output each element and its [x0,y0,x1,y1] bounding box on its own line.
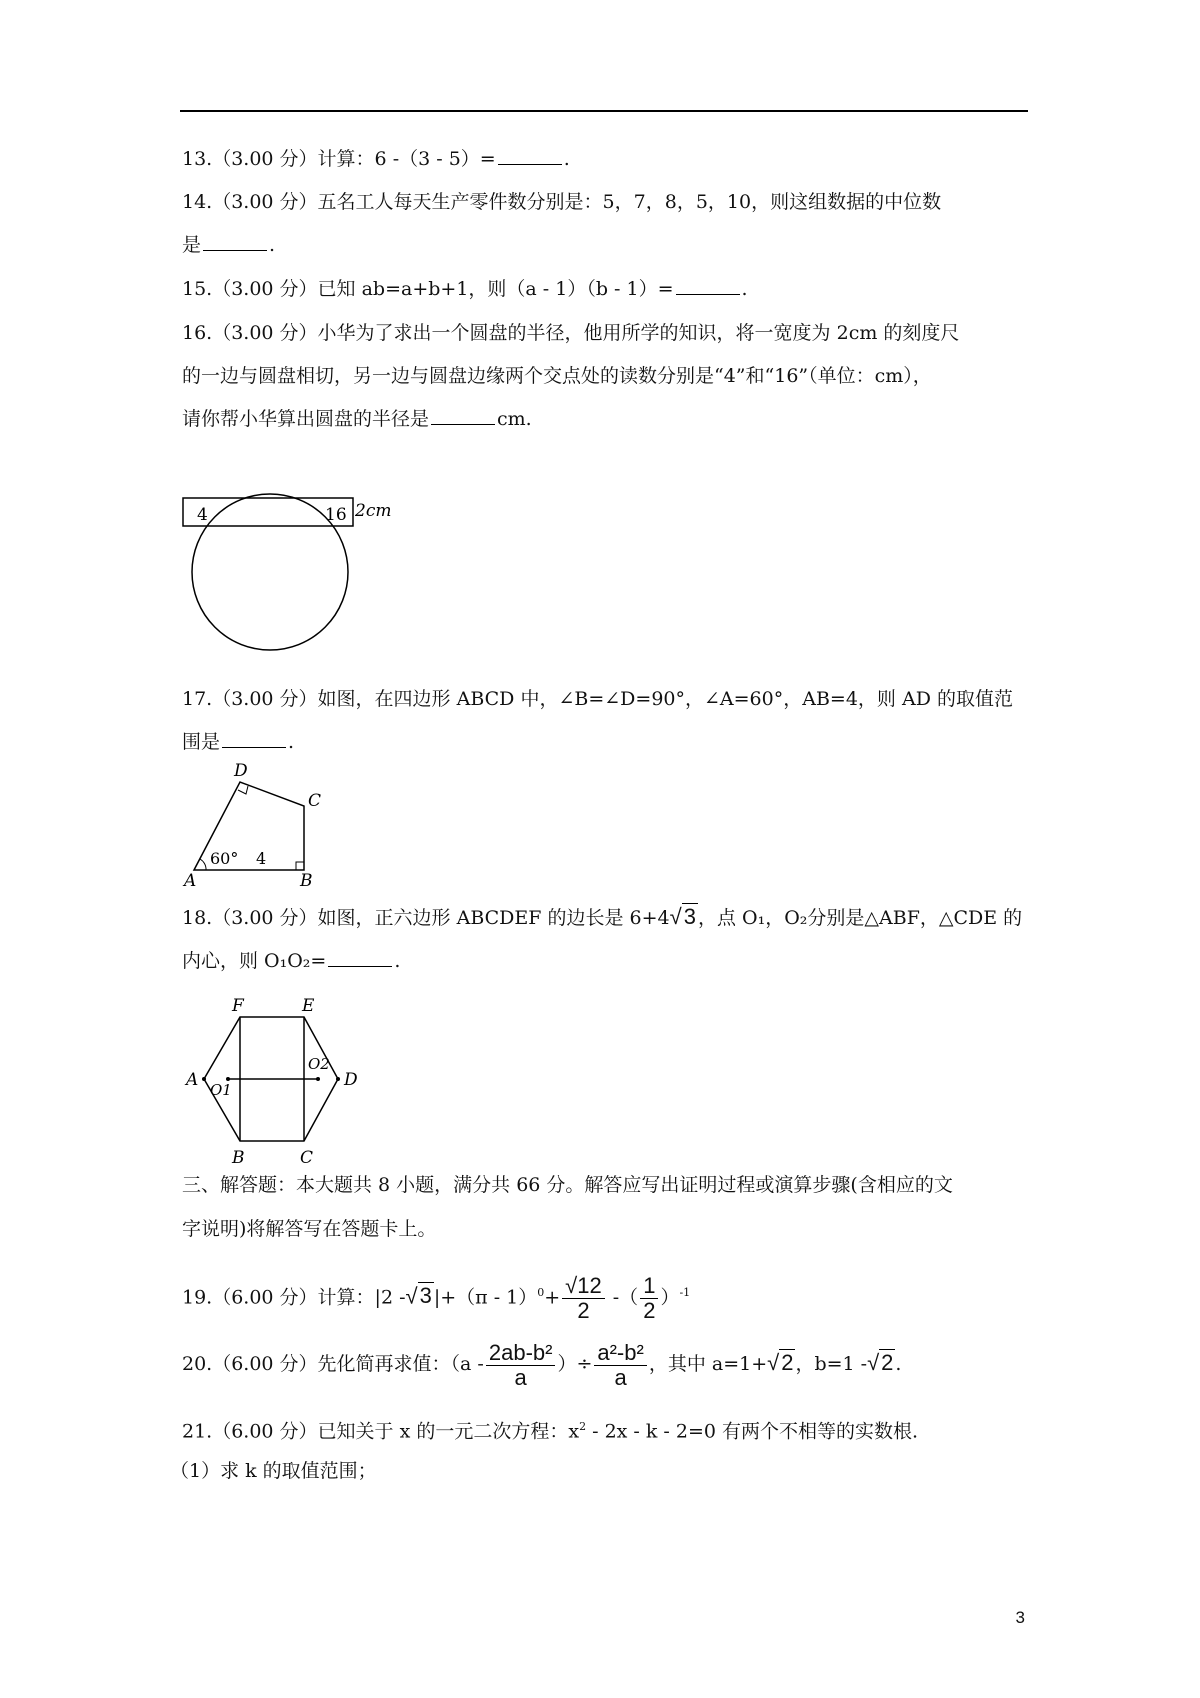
frac-num: a²-b² [594,1341,646,1366]
q17-figure [180,760,340,890]
q14-suffix: . [269,234,276,256]
point-d [336,1077,340,1081]
frac-den: 2 [577,1297,590,1323]
side-label: 4 [256,849,267,868]
label-b: B [300,871,313,890]
q15-suffix: . [741,278,748,300]
q21-suffix: - 2x - k - 2=0 有两个不相等的实数根. [586,1420,919,1443]
label-d: D [344,1070,358,1090]
label-b: B [232,1148,245,1168]
right-angle-b [296,862,304,870]
label-c: C [308,791,322,811]
fraction-one-half [640,1274,658,1323]
exponent-neg1: -1 [679,1286,691,1299]
answer-blank [431,406,495,425]
q19-mid: |+（π - 1） [433,1286,538,1309]
q13-suffix: . [563,148,570,170]
sqrt-symbol: √2 [867,1350,894,1375]
q17-suffix: . [288,731,295,753]
radicand: 2 [781,1350,794,1375]
right-angle-d [238,786,248,794]
frac-num: √12 [562,1274,605,1299]
frac-num: 2ab-b² [486,1341,556,1366]
q20-suffix-a: ，其中 a=1+ [648,1353,768,1375]
q17-prefix: 围是 [182,731,221,753]
q15-text: 15.（3.00 分）已知 ab=a+b+1，则（a - 1）（b - 1）= [182,278,674,300]
q16-prefix: 请你帮小华算出圆盘的半径是 [182,408,430,430]
label-f: F [232,996,244,1016]
question-14-line1: 14.（3.00 分）五名工人每天生产零件数分别是：5，7，8，5，10，则这组数据的中位数 [182,191,942,213]
point-o2 [316,1077,320,1081]
q20-div: ）÷ [557,1353,593,1375]
label-c: C [300,1148,314,1168]
frac-den: a [514,1364,527,1390]
q19-plus: + [544,1286,561,1309]
label-a: A [184,871,197,890]
answer-blank [676,276,740,295]
width-label: 2cm [355,501,392,521]
question-17-line1: 17.（3.00 分）如图，在四边形 ABCD 中，∠B=∠D=90°，∠A=60°，AB=4，则 AD 的取值范 [182,688,1013,710]
question-16-line2: 的一边与圆盘相切，另一边与圆盘边缘两个交点处的读数分别是“4”和“16”（单位：cm）， [182,365,932,387]
question-16-line3 [182,406,532,432]
q20-prefix: 20.（6.00 分）先化简再求值：（a - [182,1353,484,1375]
q18-suffix2: . [394,950,401,972]
label-o1: O1 [210,1081,232,1099]
radicand: 3 [419,1283,432,1309]
label-a: A [186,1070,199,1090]
fraction-sqrt12-over-2 [562,1274,605,1323]
angle-label: 60° [210,849,239,868]
page-number: 3 [1015,1608,1025,1627]
q18-suffix: ，点 O₁，O₂分别是△ABF，△CDE 的 [697,907,1023,929]
reading-right: 16 [325,505,347,525]
answer-blank [203,232,267,251]
q18-prefix: 18.（3.00 分）如图，正六边形 ABCDEF 的边长是 6+4 [182,907,670,929]
header-rule [180,110,1028,112]
label-o2: O2 [308,1055,330,1073]
question-19 [182,1268,690,1323]
answer-blank [498,146,562,165]
question-15 [182,276,748,302]
question-18-line2 [182,948,400,974]
sqrt-symbol: √3 [669,904,696,929]
frac-den: a [614,1364,627,1390]
q14-prefix: 是 [182,234,202,256]
sqrt-symbol: √2 [767,1350,794,1375]
q20-suffix-b: ，b=1 - [795,1353,868,1375]
section-3-line1: 三、解答题：本大题共 8 小题，满分共 66 分。解答应写出证明过程或演算步骤(含相应的文 [182,1174,953,1196]
question-21-part1: （1）求 k 的取值范围； [170,1460,377,1482]
radicand: 2 [881,1350,894,1375]
exponent-two: 2 [579,1420,587,1433]
q16-figure [175,490,415,660]
q19-minus: -（ [606,1286,639,1309]
sqrt-symbol: √3 [405,1283,432,1309]
question-18-line1 [182,904,1022,931]
question-13 [182,146,570,172]
q13-text: 13.（3.00 分）计算：6 -（3 - 5）= [182,148,496,170]
question-17-line2 [182,729,294,755]
label-d: D [234,761,248,781]
question-21-line1 [182,1414,918,1444]
section-3-line2: 字说明)将解答写在答题卡上。 [182,1218,437,1240]
frac-den: 2 [643,1297,656,1323]
fraction-2ab-b2-over-a [486,1341,556,1390]
q21-prefix: 21.（6.00 分）已知关于 x 的一元二次方程：x [182,1420,580,1443]
angle-arc [200,859,206,870]
answer-blank [328,948,392,967]
q18-figure [180,995,380,1170]
reading-left: 4 [197,505,208,525]
frac-num: 1 [640,1274,658,1299]
q20-end: . [895,1353,902,1375]
exponent-zero: 0 [537,1286,545,1299]
point-a [202,1077,206,1081]
label-e: E [302,996,315,1016]
question-20 [182,1338,901,1390]
q18-prefix2: 内心，则 O₁O₂= [182,950,327,972]
q19-prefix: 19.（6.00 分）计算：|2 - [182,1286,406,1309]
question-16-line1: 16.（3.00 分）小华为了求出一个圆盘的半径，他用所学的知识，将一宽度为 2cm 的刻度尺 [182,322,960,344]
radicand: 3 [683,904,696,929]
question-14-line2 [182,232,275,258]
answer-blank [222,729,286,748]
fraction-a2-b2-over-a [594,1341,646,1390]
q16-suffix: cm. [497,408,532,430]
q19-close: ） [660,1286,680,1309]
